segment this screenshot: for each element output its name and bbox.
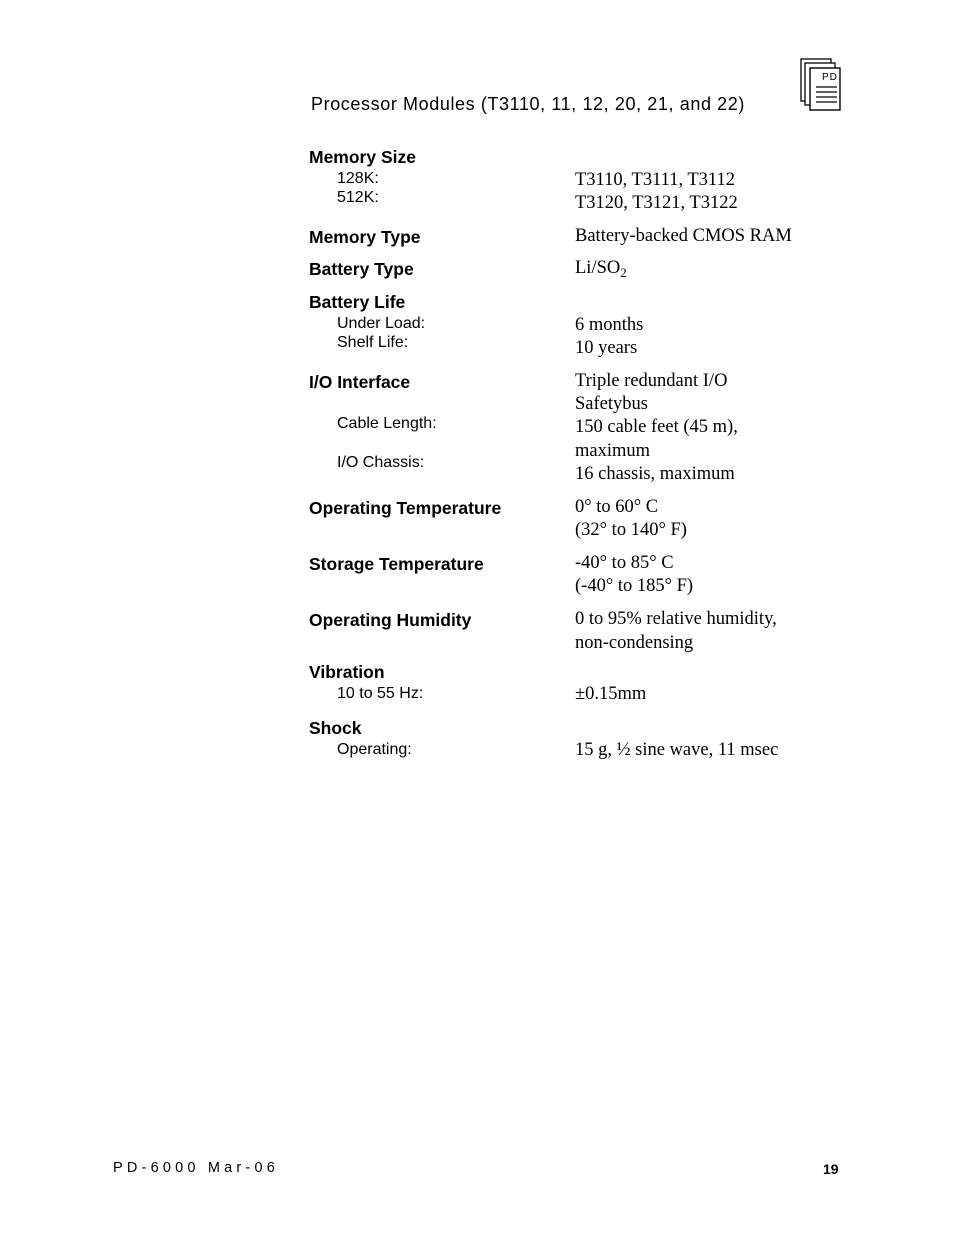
battery-type-label: Battery Type <box>309 259 414 279</box>
shock-operating-label: Operating: <box>337 741 412 758</box>
io-interface-label: I/O Interface <box>309 372 411 392</box>
operating-humidity-value: 0 to 95% relative humidity, <box>575 609 777 629</box>
operating-temperature-fahrenheit: (32° to 140° F) <box>575 520 687 540</box>
memory-size-512k-value: T3120, T3121, T3122 <box>575 193 738 213</box>
io-chassis-value: 16 chassis, maximum <box>575 464 735 484</box>
vibration-value: ±0.15mm <box>575 684 647 704</box>
vibration-label: Vibration <box>309 662 385 682</box>
io-chassis-label: I/O Chassis: <box>337 454 425 471</box>
cable-length-label: Cable Length: <box>337 415 437 432</box>
icon-label: PD <box>822 72 838 83</box>
storage-temperature-label: Storage Temperature <box>309 554 484 574</box>
battery-life-under-load-value: 6 months <box>575 315 644 335</box>
page-header-title: Processor Modules (T3110, 11, 12, 20, 21, and 22) <box>311 94 745 114</box>
operating-humidity-label: Operating Humidity <box>309 610 472 630</box>
page-number: 19 <box>823 1161 839 1177</box>
memory-size-512k-label: 512K: <box>337 189 379 206</box>
memory-type-label: Memory Type <box>309 227 421 247</box>
document-stack-icon <box>800 58 842 112</box>
cable-length-value: 150 cable feet (45 m), <box>575 417 738 437</box>
cable-length-value-cont: maximum <box>575 441 651 461</box>
memory-size-128k-value: T3110, T3111, T3112 <box>575 170 735 190</box>
storage-temperature-fahrenheit: (-40° to 185° F) <box>575 576 694 596</box>
operating-temperature-celsius: 0° to 60° C <box>575 497 659 517</box>
operating-humidity-value-cont: non-condensing <box>575 633 694 653</box>
memory-size-label: Memory Size <box>309 147 416 167</box>
shock-value: 15 g, ½ sine wave, 11 msec <box>575 740 779 760</box>
io-interface-bus-value: Safetybus <box>575 394 648 414</box>
vibration-frequency-label: 10 to 55 Hz: <box>337 685 424 702</box>
storage-temperature-celsius: -40° to 85° C <box>575 553 674 573</box>
memory-size-128k-label: 128K: <box>337 170 379 187</box>
shock-label: Shock <box>309 718 362 738</box>
io-interface-value: Triple redundant I/O <box>575 371 728 391</box>
memory-type-value: Battery-backed CMOS RAM <box>575 226 792 246</box>
battery-life-label: Battery Life <box>309 292 406 312</box>
operating-temperature-label: Operating Temperature <box>309 498 502 518</box>
battery-life-shelf-life-value: 10 years <box>575 338 638 358</box>
battery-type-value: $Li/SO_2$ <box>575 258 627 280</box>
battery-life-shelf-life-label: Shelf Life: <box>337 334 409 351</box>
footer-doc-id: PD-6000 Mar-06 <box>113 1160 279 1176</box>
battery-life-under-load-label: Under Load: <box>337 315 426 332</box>
